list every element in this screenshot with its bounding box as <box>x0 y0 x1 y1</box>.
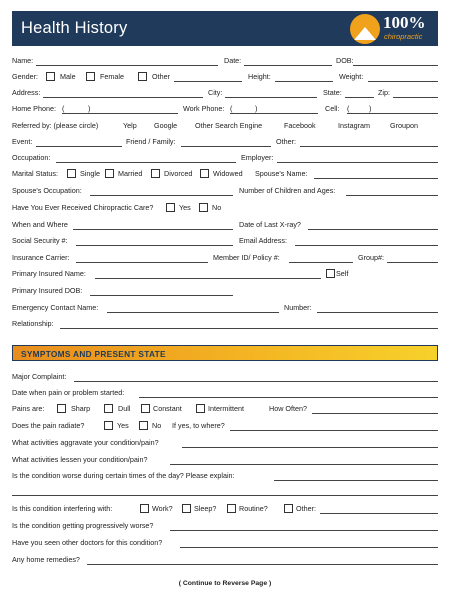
chiro-no-label: No <box>212 203 222 212</box>
row-date-started <box>12 388 438 398</box>
if-yes-label: If yes, to where? <box>172 421 225 430</box>
spouse-name-field[interactable] <box>314 178 438 179</box>
primary-name-field[interactable] <box>95 278 321 279</box>
female-label: Female <box>100 72 124 81</box>
logo-subtext: chiropractic <box>384 32 423 41</box>
page-title: Health History <box>21 19 128 37</box>
intermittent-label: Intermittent <box>208 404 244 413</box>
insurance-label: Insurance Carrier: <box>12 253 70 262</box>
dob-field[interactable] <box>353 65 438 66</box>
row-progressive <box>12 521 438 531</box>
city-field[interactable] <box>225 97 317 98</box>
intermittent-checkbox[interactable] <box>196 404 205 413</box>
lessen-field[interactable] <box>170 464 438 465</box>
other-interfering-label: Other: <box>296 504 316 513</box>
row-major-complaint <box>12 372 438 382</box>
single-label: Single <box>80 169 100 178</box>
name-label: Name: <box>12 56 34 65</box>
state-field[interactable] <box>345 97 374 98</box>
row-marital <box>12 169 438 179</box>
major-complaint-field[interactable] <box>74 381 438 382</box>
cell-paren-close: ) <box>369 104 372 113</box>
work-checkbox[interactable] <box>140 504 149 513</box>
referral-yelp[interactable]: Yelp <box>123 121 137 130</box>
lessen-label: What activities lessen your condition/pain? <box>12 455 148 464</box>
referred-label: Referred by: (please circle) <box>12 121 99 130</box>
other-interfering-field[interactable] <box>320 513 438 514</box>
dull-label: Dull <box>118 404 131 413</box>
work-phone-paren-close: ) <box>255 104 258 113</box>
widowed-checkbox[interactable] <box>200 169 209 178</box>
when-where-label: When and Where <box>12 220 68 229</box>
date-field[interactable] <box>244 65 332 66</box>
employer-field[interactable] <box>277 162 438 163</box>
chiro-no-checkbox[interactable] <box>199 203 208 212</box>
row-primary-dob <box>12 286 438 296</box>
row-radiate <box>12 421 438 431</box>
row-ssn <box>12 236 438 246</box>
major-complaint-label: Major Complaint: <box>12 372 67 381</box>
event-label: Event: <box>12 137 33 146</box>
section-title: SYMPTOMS AND PRESENT STATE <box>21 349 166 359</box>
row-pains <box>12 404 438 414</box>
ssn-field[interactable] <box>76 245 233 246</box>
work-phone-paren: ( <box>230 104 233 113</box>
last-xray-field[interactable] <box>308 229 438 230</box>
progressive-label: Is the condition getting progressively worse? <box>12 521 154 530</box>
address-label: Address: <box>12 88 41 97</box>
row-insurance <box>12 253 438 263</box>
how-often-field[interactable] <box>312 413 438 414</box>
row-aggravate <box>12 438 438 448</box>
date-started-field[interactable] <box>139 397 438 398</box>
emergency-field[interactable] <box>107 312 279 313</box>
self-checkbox[interactable] <box>326 269 335 278</box>
worse-times-field-2[interactable] <box>12 495 438 496</box>
email-field[interactable] <box>295 245 438 246</box>
height-label: Height: <box>248 72 271 81</box>
friend-family-field[interactable] <box>181 146 271 147</box>
male-label: Male <box>60 72 76 81</box>
emergency-label: Emergency Contact Name: <box>12 303 99 312</box>
number-label: Number: <box>284 303 312 312</box>
chiro-yes-checkbox[interactable] <box>166 203 175 212</box>
form-header <box>12 11 438 46</box>
radiate-no-label: No <box>152 421 162 430</box>
last-xray-label: Date of Last X-ray? <box>239 220 301 229</box>
how-often-label: How Often? <box>269 404 307 413</box>
aggravate-field[interactable] <box>182 447 438 448</box>
referral-other-search[interactable]: Other Search Engine <box>195 121 263 130</box>
employer-label: Employer: <box>241 153 274 162</box>
self-label: Self <box>336 269 349 278</box>
dob-label: DOB: <box>336 56 354 65</box>
dull-checkbox[interactable] <box>104 404 113 413</box>
continue-note: ( Continue to Reverse Page ) <box>178 580 272 587</box>
name-field[interactable] <box>36 65 218 66</box>
other-interfering-checkbox[interactable] <box>284 504 293 513</box>
number-field[interactable] <box>317 312 438 313</box>
primary-dob-label: Primary Insured DOB: <box>12 286 83 295</box>
remedies-field[interactable] <box>87 564 438 565</box>
occupation-label: Occupation: <box>12 153 51 162</box>
row-when-where <box>12 220 438 230</box>
primary-name-label: Primary Insured Name: <box>12 269 86 278</box>
sun-mountain-icon <box>350 14 380 44</box>
section-header-symptoms <box>12 345 438 361</box>
weight-field[interactable] <box>368 81 438 82</box>
female-checkbox[interactable] <box>86 72 95 81</box>
radiate-no-checkbox[interactable] <box>139 421 148 430</box>
married-checkbox[interactable] <box>105 169 114 178</box>
worse-times-label: Is the condition worse during certain times of the day? Please explain: <box>12 471 235 480</box>
gender-label: Gender: <box>12 72 38 81</box>
height-field[interactable] <box>275 81 333 82</box>
row-relationship <box>12 319 438 329</box>
cell-field[interactable] <box>347 113 438 114</box>
group-field[interactable] <box>387 262 438 263</box>
row-primary-name <box>12 269 438 279</box>
zip-label: Zip: <box>378 88 390 97</box>
row-occupation <box>12 153 438 163</box>
row-remedies <box>12 555 438 565</box>
row-gender <box>12 72 438 82</box>
row-spouse-occ <box>12 186 438 196</box>
remedies-label: Any home remedies? <box>12 555 80 564</box>
referral-facebook[interactable]: Facebook <box>284 121 316 130</box>
other-gender-label: Other <box>152 72 170 81</box>
chiro-care-label: Have You Ever Received Chiropractic Care? <box>12 203 154 212</box>
state-label: State: <box>323 88 342 97</box>
widowed-label: Widowed <box>213 169 243 178</box>
other-gender-checkbox[interactable] <box>138 72 147 81</box>
constant-checkbox[interactable] <box>141 404 150 413</box>
home-phone-paren: ( <box>62 104 65 113</box>
row-interfering <box>12 504 438 514</box>
single-checkbox[interactable] <box>67 169 76 178</box>
row-lessen <box>12 455 438 465</box>
primary-dob-field[interactable] <box>90 295 233 296</box>
work-phone-label: Work Phone: <box>183 104 225 113</box>
weight-label: Weight: <box>339 72 364 81</box>
sharp-checkbox[interactable] <box>57 404 66 413</box>
member-id-field[interactable] <box>289 262 353 263</box>
spouse-occupation-field[interactable] <box>90 195 233 196</box>
referral-groupon[interactable]: Groupon <box>390 121 418 130</box>
other-gender-field[interactable] <box>174 81 242 82</box>
row-worse-times <box>12 471 438 481</box>
when-where-field[interactable] <box>73 229 233 230</box>
referral-instagram[interactable]: Instagram <box>338 121 370 130</box>
home-phone-paren-close: ) <box>88 104 91 113</box>
row-emergency <box>12 303 438 313</box>
row-chiro-care <box>12 203 438 213</box>
chiro-yes-label: Yes <box>179 203 191 212</box>
constant-label: Constant <box>153 404 182 413</box>
children-label: Number of Children and Ages: <box>239 186 336 195</box>
interfering-label: Is this condition interfering with: <box>12 504 113 513</box>
cell-label: Cell: <box>325 104 340 113</box>
radiate-yes-checkbox[interactable] <box>104 421 113 430</box>
male-checkbox[interactable] <box>46 72 55 81</box>
row-event <box>12 137 438 147</box>
children-field[interactable] <box>346 195 438 196</box>
spouse-occupation-label: Spouse's Occupation: <box>12 186 82 195</box>
other-doctors-label: Have you seen other doctors for this condition? <box>12 538 163 547</box>
row-phones <box>12 104 438 114</box>
row-address <box>12 88 438 98</box>
routine-checkbox[interactable] <box>227 504 236 513</box>
spouse-name-label: Spouse's Name: <box>255 169 308 178</box>
other-doctors-field[interactable] <box>180 547 438 548</box>
occupation-field[interactable] <box>56 162 236 163</box>
member-id-label: Member ID/ Policy #: <box>213 253 280 262</box>
married-label: Married <box>118 169 143 178</box>
aggravate-label: What activities aggravate your condition/pain? <box>12 438 159 447</box>
pains-are-label: Pains are: <box>12 404 45 413</box>
relationship-field[interactable] <box>60 328 438 329</box>
address-field[interactable] <box>43 97 203 98</box>
group-label: Group#: <box>358 253 384 262</box>
work-phone-field[interactable] <box>230 113 318 114</box>
row-referred <box>12 121 438 131</box>
worse-times-field[interactable] <box>274 480 438 481</box>
routine-label: Routine? <box>239 504 268 513</box>
city-label: City: <box>208 88 223 97</box>
divorced-checkbox[interactable] <box>151 169 160 178</box>
sleep-checkbox[interactable] <box>182 504 191 513</box>
relationship-label: Relationship: <box>12 319 54 328</box>
ssn-label: Social Security #: <box>12 236 68 245</box>
cell-paren: ( <box>347 104 350 113</box>
divorced-label: Divorced <box>164 169 193 178</box>
row-other-doctors <box>12 538 438 548</box>
other-referral-field[interactable] <box>300 146 438 147</box>
home-phone-label: Home Phone: <box>12 104 56 113</box>
row-worse-times-2 <box>12 486 438 496</box>
friend-family-label: Friend / Family: <box>126 137 176 146</box>
if-yes-field[interactable] <box>230 430 438 431</box>
zip-field[interactable] <box>393 97 438 98</box>
sleep-label: Sleep? <box>194 504 217 513</box>
radiate-yes-label: Yes <box>117 421 129 430</box>
other-referral-label: Other: <box>276 137 296 146</box>
radiate-label: Does the pain radiate? <box>12 421 85 430</box>
logo-text: 100% <box>383 13 426 32</box>
brand-logo <box>350 13 430 44</box>
email-label: Email Address: <box>239 236 287 245</box>
referral-google[interactable]: Google <box>154 121 178 130</box>
sharp-label: Sharp <box>71 404 91 413</box>
row-name <box>12 56 438 66</box>
date-started-label: Date when pain or problem started: <box>12 388 125 397</box>
marital-label: Marital Status: <box>12 169 58 178</box>
progressive-field[interactable] <box>170 530 438 531</box>
work-label: Work? <box>152 504 173 513</box>
home-phone-field[interactable] <box>62 113 178 114</box>
insurance-field[interactable] <box>76 262 208 263</box>
date-label: Date: <box>224 56 242 65</box>
event-field[interactable] <box>36 146 122 147</box>
